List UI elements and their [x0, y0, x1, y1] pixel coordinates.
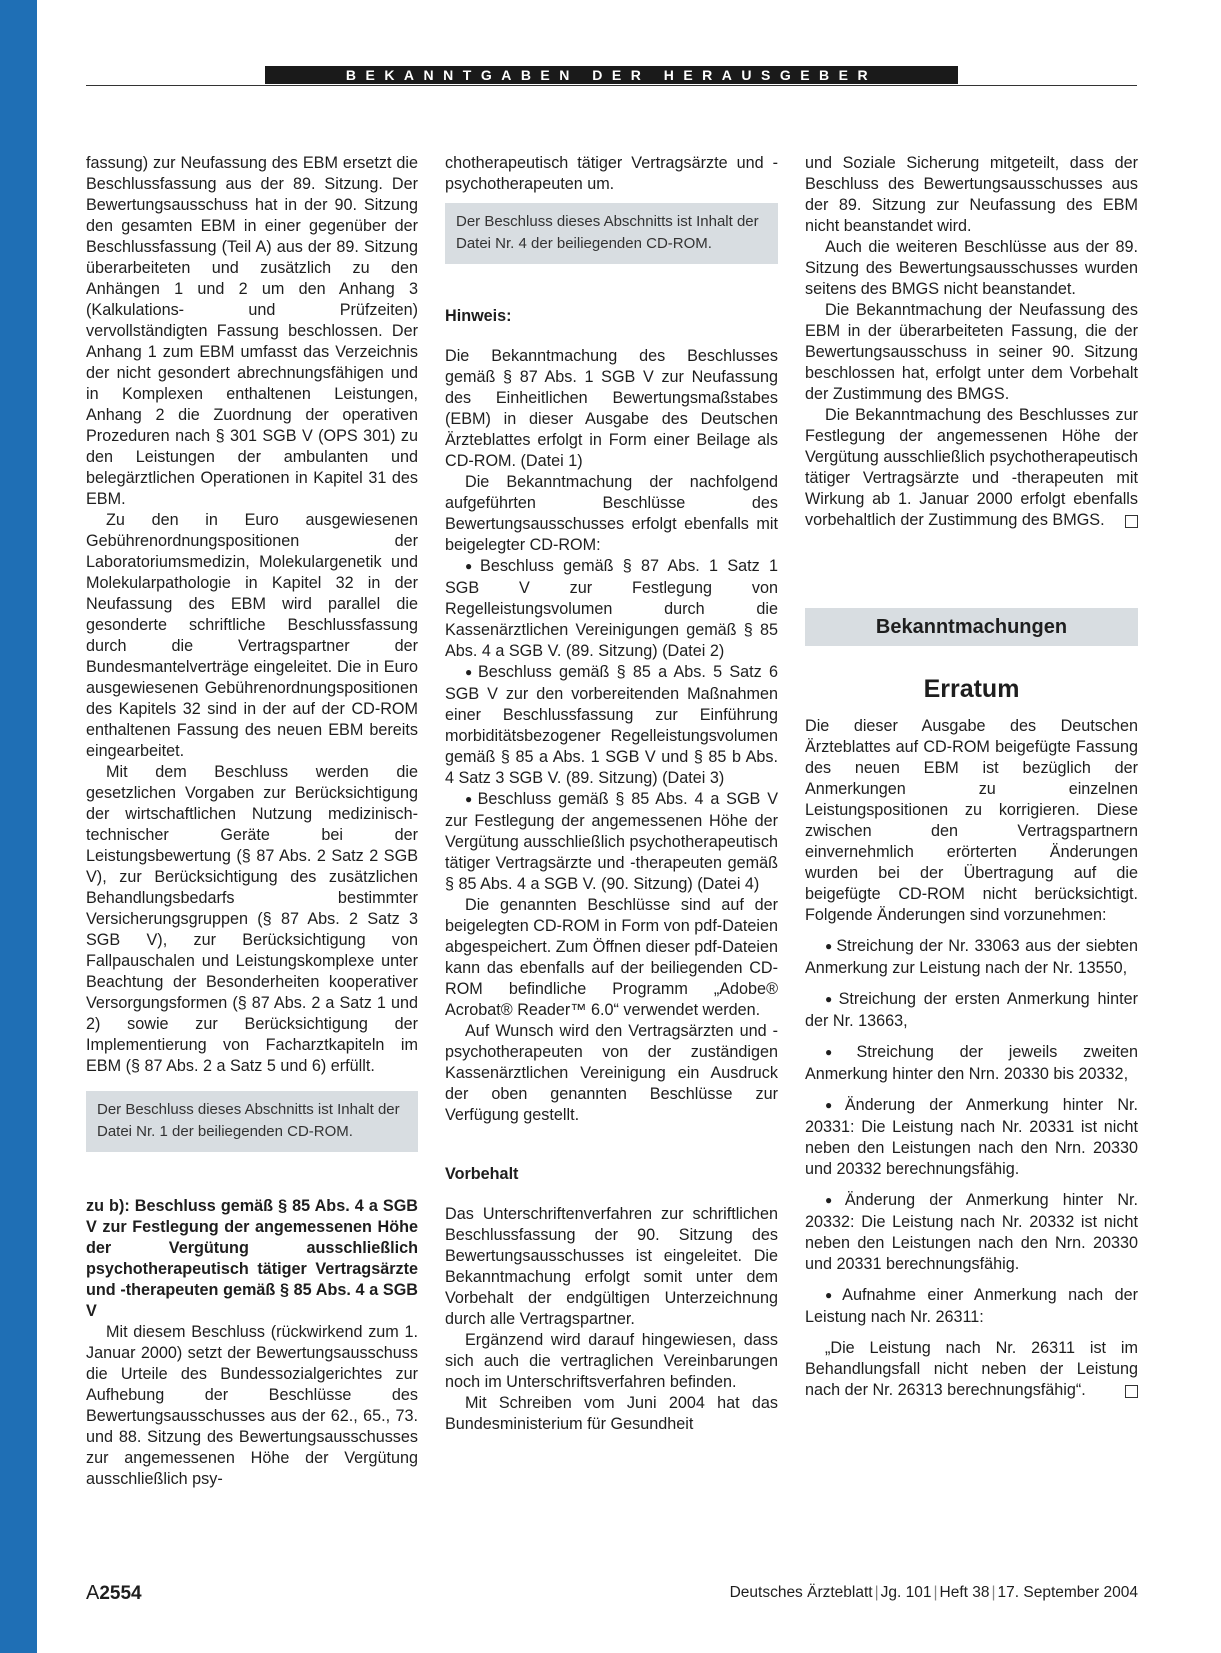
separator: | [874, 1584, 879, 1601]
list-item: ● Änderung der Anmerkung hinter Nr. 20332: Die Leistung nach Nr. 20332 ist nicht neben den Leistungen nach den Nrn. 20330 und 20331 berechnungsfähig. [805, 1190, 1138, 1275]
info-box: Der Beschluss dieses Abschnitts ist Inhalt der Datei Nr. 1 der beiliegenden CD-ROM. [86, 1091, 418, 1152]
paragraph-text: Die Bekanntmachung des Beschlusses zur Festlegung der angemessenen Höhe der Vergütung ausschließlich psychotherapeutisch tätiger Vertragsärzte und -therapeuten mit Wirkung ab 1. Januar 2000 erfolgt ebenfalls vorbehaltlich der Zustimmung des BMGS. [805, 406, 1138, 529]
paragraph: Die Bekanntmachung des Beschlusses gemäß § 87 Abs. 1 SGB V zur Neufassung des Einheitlichen Bewertungsmaßstabes (EBM) in dieser Ausgabe des Deutschen Ärzteblattes erfolgt in Form einer Beilage als CD-ROM. (Datei 1) [445, 347, 778, 470]
section-band-bekanntmachungen: Bekanntmachungen [805, 608, 1138, 646]
paragraph: und Soziale Sicherung mitgeteilt, dass der Beschluss des Bewertungsausschusses aus der 89. Sitzung zur Neufassung des EBM nicht beanstandet wird. [805, 154, 1138, 235]
column-2 [445, 153, 778, 1435]
separator: | [933, 1584, 938, 1601]
quote-text: „Die Leistung nach Nr. 26311 ist im Behandlungsfall nicht neben der Leistung nach der Nr. 26313 berechnungsfähig“. [805, 1339, 1138, 1399]
paragraph [805, 1338, 1138, 1401]
page-prefix: A [86, 1582, 100, 1604]
section-heading: zu b): Beschluss gemäß § 85 Abs. 4 a SGB V zur Festlegung der angemessenen Höhe der Vergütung ausschließlich psychotherapeutisch tätiger Vertragsärzte und -therapeuten gemäß § 85 Abs. 4 a SGB V [86, 1197, 418, 1320]
hinweis-heading: Hinweis: [445, 307, 512, 325]
paragraph: chotherapeutisch tätiger Vertragsärzte und -psychotherapeuten um. [445, 154, 778, 193]
paragraph: Mit Schreiben vom Juni 2004 hat das Bundesministerium für Gesundheit [445, 1394, 778, 1433]
paragraph: Mit diesem Beschluss (rückwirkend zum 1. Januar 2000) setzt der Bewertungsausschuss die Urteile des Bundessozialgerichtes zur Aufhebung der Beschlüsse des Bewertungsausschusses aus der 62., 65., 73. und 88. Sitzung des Bewertungsausschusses zur angemessenen Höhe der Vergütung ausschließlich psy- [86, 1323, 418, 1488]
info-box: Der Beschluss dieses Abschnitts ist Inhalt der Datei Nr. 4 der beiliegenden CD-ROM. [445, 203, 778, 264]
list-item: ● Beschluss gemäß § 85 Abs. 4 a SGB V zur Festlegung der angemessenen Höhe der Vergütung ausschließlich psychotherapeutisch tätiger Vertragsärzte und -therapeuten gemäß § 85 Abs. 4 a SGB V. (90. Sitzung) (Datei 4) [445, 789, 778, 895]
list-item: ● Beschluss gemäß § 87 Abs. 1 Satz 1 SGB V zur Festlegung von Regelleistungsvolumen durch die Kassenärztlichen Vereinigungen gemäß § 85 Abs. 4 a SGB V. (89. Sitzung) (Datei 2) [445, 556, 778, 662]
list-item: ● Streichung der jeweils zweiten Anmerkung hinter den Nrn. 20330 bis 20332, [805, 1042, 1138, 1085]
paragraph: Die dieser Ausgabe des Deutschen Ärzteblattes auf CD-ROM beigefügte Fassung des neuen EBM ist bezüglich der Anmerkungen zu einzelnen Leistungspositionen zu korrigieren. Diese zwischen den Vertragspartnern einvernehmlich erörterten Änderungen wurden bei der Übertragung auf die beigefügte CD-ROM nicht berücksichtigt. Folgende Änderungen sind vorzunehmen: [805, 717, 1138, 924]
date: 17. September 2004 [997, 1584, 1138, 1601]
paragraph: Die Bekanntmachung der Neufassung des EBM in der überarbeiteten Fassung, die der Bewertungsausschuss in seiner 90. Sitzung beschlossen hat, erfolgt unter dem Vorbehalt der Zustimmung des BMGS. [805, 301, 1138, 403]
page-number [86, 1582, 142, 1605]
issue: Heft 38 [939, 1584, 990, 1601]
page-number-value: 2554 [99, 1583, 142, 1604]
paragraph: Zu den in Euro ausgewiesenen Gebührenordnungspositionen der Laboratoriumsmedizin, Molekulargenetik und Molekularpathologie in Kapitel 32 in der Neufassung des EBM wird parallel die gesonderte schriftliche Beschlussfassung durch die Vertragspartner der Bundesmantelverträge eingeleitet. Die in Euro ausgewiesenen Gebührenordnungspositionen des Kapitels 32 sind in der auf der CD-ROM enthaltenen Fassung des neuen EBM bereits eingearbeitet. [86, 511, 418, 760]
footer-citation [730, 1584, 1138, 1602]
separator: | [991, 1584, 996, 1601]
list-item: ● Streichung der ersten Anmerkung hinter der Nr. 13663, [805, 989, 1138, 1032]
paragraph: Auf Wunsch wird den Vertragsärzten und -psychotherapeuten von der zuständigen Kassenärztlichen Vereinigung ein Ausdruck der oben genannten Beschlüsse zur Verfügung gestellt. [445, 1022, 778, 1124]
vorbehalt-heading: Vorbehalt [445, 1165, 519, 1183]
paragraph [805, 405, 1138, 531]
volume: Jg. 101 [880, 1584, 932, 1601]
paragraph: Das Unterschriftenverfahren zur schriftlichen Beschlussfassung der 90. Sitzung des Bewertungsausschusses ist eingeleitet. Die Bekanntmachung erfolgt somit unter dem Vorbehalt der endgültigen Unterzeichnung durch alle Vertragspartner. [445, 1205, 778, 1328]
column-1 [86, 153, 418, 1490]
paragraph: fassung) zur Neufassung des EBM ersetzt die Beschlussfassung aus der 89. Sitzung. Der Bewertungsausschuss hat in der 90. Sitzung den gesamten EBM in einer gegenüber der Beschlussfassung (Teil A) aus der 89. Sitzung überarbeiteten und zusätzlich zu den Anhängen 1 und 2 um den Anhang 3 (Kalkulations- und Prüfzeiten) vervollständigten Fassung beschlossen. Der Anhang 1 zum EBM umfasst das Verzeichnis der nicht gesondert abrechnungsfähigen und in Komplexen enthaltenen Leistungen, Anhang 2 die Zuordnung der operativen Prozeduren nach § 301 SGB V (OPS 301) zu den Leistungen der ambulanten und belegärztlichen Operationen in Kapitel 31 des EBM. [86, 154, 418, 508]
end-square-icon [1125, 1385, 1138, 1398]
header-rule [86, 85, 1137, 86]
section-header-band: BEKANNTGABEN DER HERAUSGEBER [265, 66, 958, 84]
paragraph: Die Bekanntmachung der nachfolgend aufgeführten Beschlüsse des Bewertungsausschusses erfolgt ebenfalls mit beigelegter CD-ROM: [445, 473, 778, 554]
paragraph: Auch die weiteren Beschlüsse aus der 89. Sitzung des Bewertungsausschusses wurden seitens des BMGS nicht beanstandet. [805, 238, 1138, 298]
list-item: ● Aufnahme einer Anmerkung nach der Leistung nach Nr. 26311: [805, 1285, 1138, 1328]
paragraph: Die genannten Beschlüsse sind auf der beigelegten CD-ROM in Form von pdf-Dateien abgespeichert. Zum Öffnen dieser pdf-Dateien kann das ebenfalls auf der beiliegenden CD-ROM befindliche Programm „Adobe® Acrobat® Reader™ 6.0“ verwendet werden. [445, 896, 778, 1019]
paragraph: Ergänzend wird darauf hingewiesen, dass sich auch die vertraglichen Vereinbarungen noch im Unterschriftsverfahren befinden. [445, 1331, 778, 1391]
left-accent-bar [0, 0, 37, 1653]
list-item: ● Beschluss gemäß § 85 a Abs. 5 Satz 6 SGB V zur den vorbereitenden Maßnahmen einer Beschlussfassung zur Einführung morbiditätsbezogener Regelleistungsvolumen gemäß § 85 a Abs. 1 SGB V und § 85 b Abs. 4 Satz 3 SGB V. (89. Sitzung) (Datei 3) [445, 662, 778, 789]
list-item: ● Streichung der Nr. 33063 aus der siebten Anmerkung zur Leistung nach der Nr. 13550, [805, 936, 1138, 979]
end-square-icon [1125, 515, 1138, 528]
list-item: ● Änderung der Anmerkung hinter Nr. 20331: Die Leistung nach Nr. 20331 ist nicht neben den Leistungen nach den Nrn. 20330 und 20332 berechnungsfähig. [805, 1095, 1138, 1180]
paragraph: Mit dem Beschluss werden die gesetzlichen Vorgaben zur Berücksichtigung der wirtschaftlichen Nutzung medizinisch-technischer Geräte bei der Leistungsbewertung (§ 87 Abs. 2 Satz 2 SGB V), zur Berücksichtigung des zusätzlichen Behandlungsbedarfs bestimmter Versicherungsgruppen (§ 87 Abs. 2 Satz 3 SGB V), zur Berücksichtigung von Fallpauschalen und Leistungskomplexe unter Beachtung der Besonderheiten kooperativer Versorgungsformen (§ 87 Abs. 2 a Satz 1 und 2) sowie zur Berücksichtigung der Implementierung von Facharztkapiteln im EBM (§ 87 Abs. 2 a Satz 5 und 6) erfüllt. [86, 763, 418, 1075]
column-3 [805, 153, 1138, 1401]
erratum-title: Erratum [923, 675, 1020, 703]
journal-name: Deutsches Ärzteblatt [729, 1584, 873, 1601]
